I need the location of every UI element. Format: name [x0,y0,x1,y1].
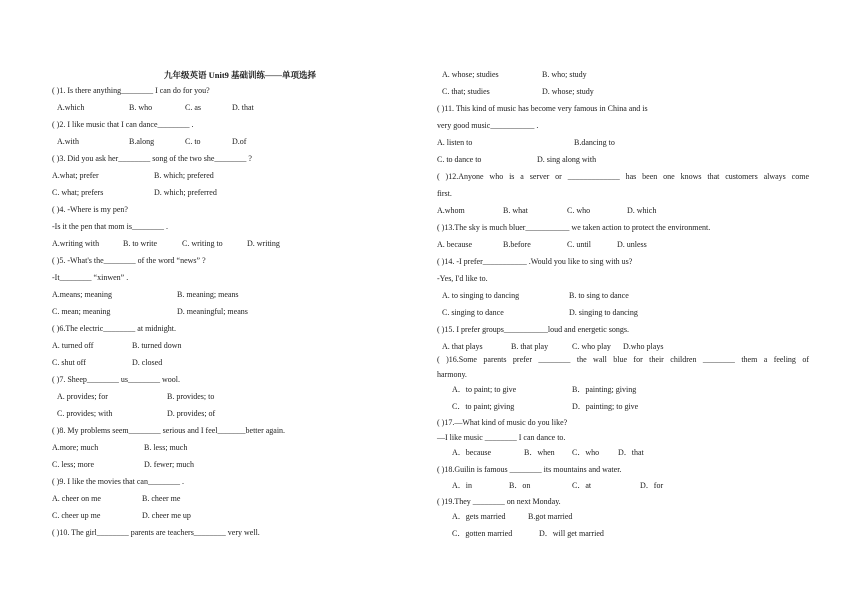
answer-option: C. cheer up me [52,511,101,520]
answer-option: C. mean; meaning [52,307,111,316]
answer-option: D. provides; of [167,409,216,418]
options-row [52,341,378,351]
options-row [437,529,809,539]
options-row [437,70,809,80]
answer-option: A．in [452,481,472,490]
answer-option: A. whose; studies [442,70,499,79]
answer-option: D.who plays [623,342,664,351]
answer-option: C. to [185,137,201,146]
question-text: ( )12.Anyone who is a server or _____________ has been one knows that customers always come [437,172,809,181]
question-text: ( )19.They ________ on next Monday. [437,497,561,506]
options-row [52,392,378,402]
options-row [437,87,809,97]
answer-option: D. fewer; much [144,460,194,469]
answer-option: D. meaningful; means [177,307,248,316]
answer-option: B. meaning; means [177,290,239,299]
answer-option: B．when [524,448,555,457]
options-row [52,409,378,419]
answer-option: A.writing with [52,239,100,248]
question-text: -Yes, I'd like to. [437,274,488,283]
question-text: ( )13.The sky is much bluer___________ we taken action to protect the environment. [437,223,711,232]
answer-option: C．gotten married [452,529,513,538]
question-text: ( )4. -Where is my pen? [52,205,128,214]
answer-option: C. who [567,206,591,215]
answer-option: D. that [232,103,254,112]
question-text: ( )3. Did you ask her________ song of the two she________ ? [52,154,252,163]
answer-option: C. who play [572,342,611,351]
answer-option: D. which; preferred [154,188,217,197]
answer-option: A. provides; for [57,392,108,401]
question-text: first. [437,189,452,198]
options-row [437,385,809,395]
options-row [52,290,378,300]
answer-option: A. turned off [52,341,94,350]
options-row [52,188,378,198]
options-row [437,448,809,458]
answer-option: C. until [567,240,592,249]
question-text: -Is it the pen that mom is________ . [52,222,168,231]
answer-option: B. who [129,103,153,112]
question-text: ( )17.—What kind of music do you like? [437,418,568,427]
options-row [437,402,809,412]
question-text: ( )5. -What's the________ of the word “news” ? [52,256,206,265]
answer-option: A. that plays [442,342,483,351]
answer-option: B. to sing to dance [569,291,629,300]
question-text: —I like music ________ I can dance to. [437,433,566,442]
options-row [52,443,378,453]
answer-option: D．will get married [539,529,604,538]
question-text: ( )7. Sheep________ us________ wool. [52,375,180,384]
answer-option: B. to write [123,239,157,248]
page-title: 九年级英语 Unit9 基础训练——单项选择 [163,70,317,80]
answer-option: A. to singing to dancing [442,291,520,300]
answer-option: A. listen to [437,138,473,147]
question-text: ( )16.Some parents prefer ________ the wall blue for their children ________ them a feeling of [437,355,809,364]
question-text: ( )9. I like the movies that can________ . [52,477,184,486]
answer-option: D. closed [132,358,163,367]
answer-option: A.more; much [52,443,99,452]
answer-option: B．on [509,481,531,490]
options-row [52,103,378,113]
answer-option: A.which [57,103,85,112]
answer-option: C. to dance to [437,155,482,164]
answer-option: A. cheer on me [52,494,101,503]
options-row [52,460,378,470]
options-row [437,512,809,522]
question-text: ( )18.Guilin is famous ________ its mountains and water. [437,465,622,474]
options-row [437,155,809,165]
question-text: ( )11. This kind of music has become very famous in China and is [437,104,648,113]
answer-option: C. what; prefers [52,188,104,197]
answer-option: B.before [503,240,531,249]
answer-option: C. writing to [182,239,223,248]
options-row [437,206,809,216]
answer-option: C．who [572,448,600,457]
answer-option: D. which [627,206,657,215]
answer-option: C．to paint; giving [452,402,515,411]
answer-option: C. less; more [52,460,94,469]
options-row [437,291,809,301]
options-row [52,137,378,147]
answer-option: B. provides; to [167,392,215,401]
question-text: -It________ “xinwen” . [52,273,129,282]
answer-option: C. that; studies [442,87,490,96]
answer-option: B.dancing to [574,138,615,147]
answer-option: A.what; prefer [52,171,99,180]
answer-option: B. turned down [132,341,182,350]
answer-option: A. because [437,240,473,249]
options-row [52,307,378,317]
options-row [52,511,378,521]
options-row [52,494,378,504]
options-row [437,240,809,250]
answer-option: A．to paint; to give [452,385,517,394]
answer-option: A.whom [437,206,465,215]
answer-option: D.of [232,137,247,146]
question-text: harmony. [437,370,467,379]
answer-option: C. as [185,103,201,112]
answer-option: D. cheer me up [142,511,191,520]
question-text: ( )8. My problems seem________ serious and I feel_______better again. [52,426,286,435]
options-row [52,358,378,368]
answer-option: A.means; meaning [52,290,112,299]
answer-option: B. less; much [144,443,188,452]
answer-option: A.with [57,137,79,146]
answer-option: D．that [618,448,644,457]
answer-option: C. shut off [52,358,86,367]
options-row [52,239,378,249]
answer-option: B. cheer me [142,494,181,503]
answer-option: B.along [129,137,155,146]
question-text: ( )14. -I prefer___________ .Would you like to sing with us? [437,257,633,266]
answer-option: A．gets married [452,512,506,521]
answer-option: A．because [452,448,492,457]
answer-option: B. which; prefered [154,171,214,180]
question-text: ( )1. Is there anything________ I can do for you? [52,86,210,95]
answer-option: B.got married [528,512,573,521]
answer-option: D. writing [247,239,280,248]
answer-option: C. singing to dance [442,308,504,317]
options-row [437,138,809,148]
answer-option: D. whose; study [542,87,594,96]
options-row [437,342,809,352]
answer-option: B. what [503,206,528,215]
answer-option: C．at [572,481,592,490]
answer-option: D. unless [617,240,647,249]
answer-option: D. sing along with [537,155,597,164]
question-text: ( )6.The electric________ at midnight. [52,324,176,333]
answer-option: D. singing to dancing [569,308,638,317]
answer-option: C. provides; with [57,409,113,418]
options-row [437,308,809,318]
answer-option: B. who; study [542,70,587,79]
question-text: ( )10. The girl________ parents are teachers________ very well. [52,528,260,537]
question-text: ( )15. I prefer groups___________loud and energetic songs. [437,325,630,334]
options-row [52,171,378,181]
answer-option: B. that play [511,342,549,351]
question-text: very good music___________ . [437,121,539,130]
answer-option: D．for [640,481,664,490]
answer-option: D．painting; to give [572,402,639,411]
answer-option: B．painting; giving [572,385,637,394]
question-text: ( )2. I like music that I can dance________ . [52,120,194,129]
options-row [437,481,809,491]
